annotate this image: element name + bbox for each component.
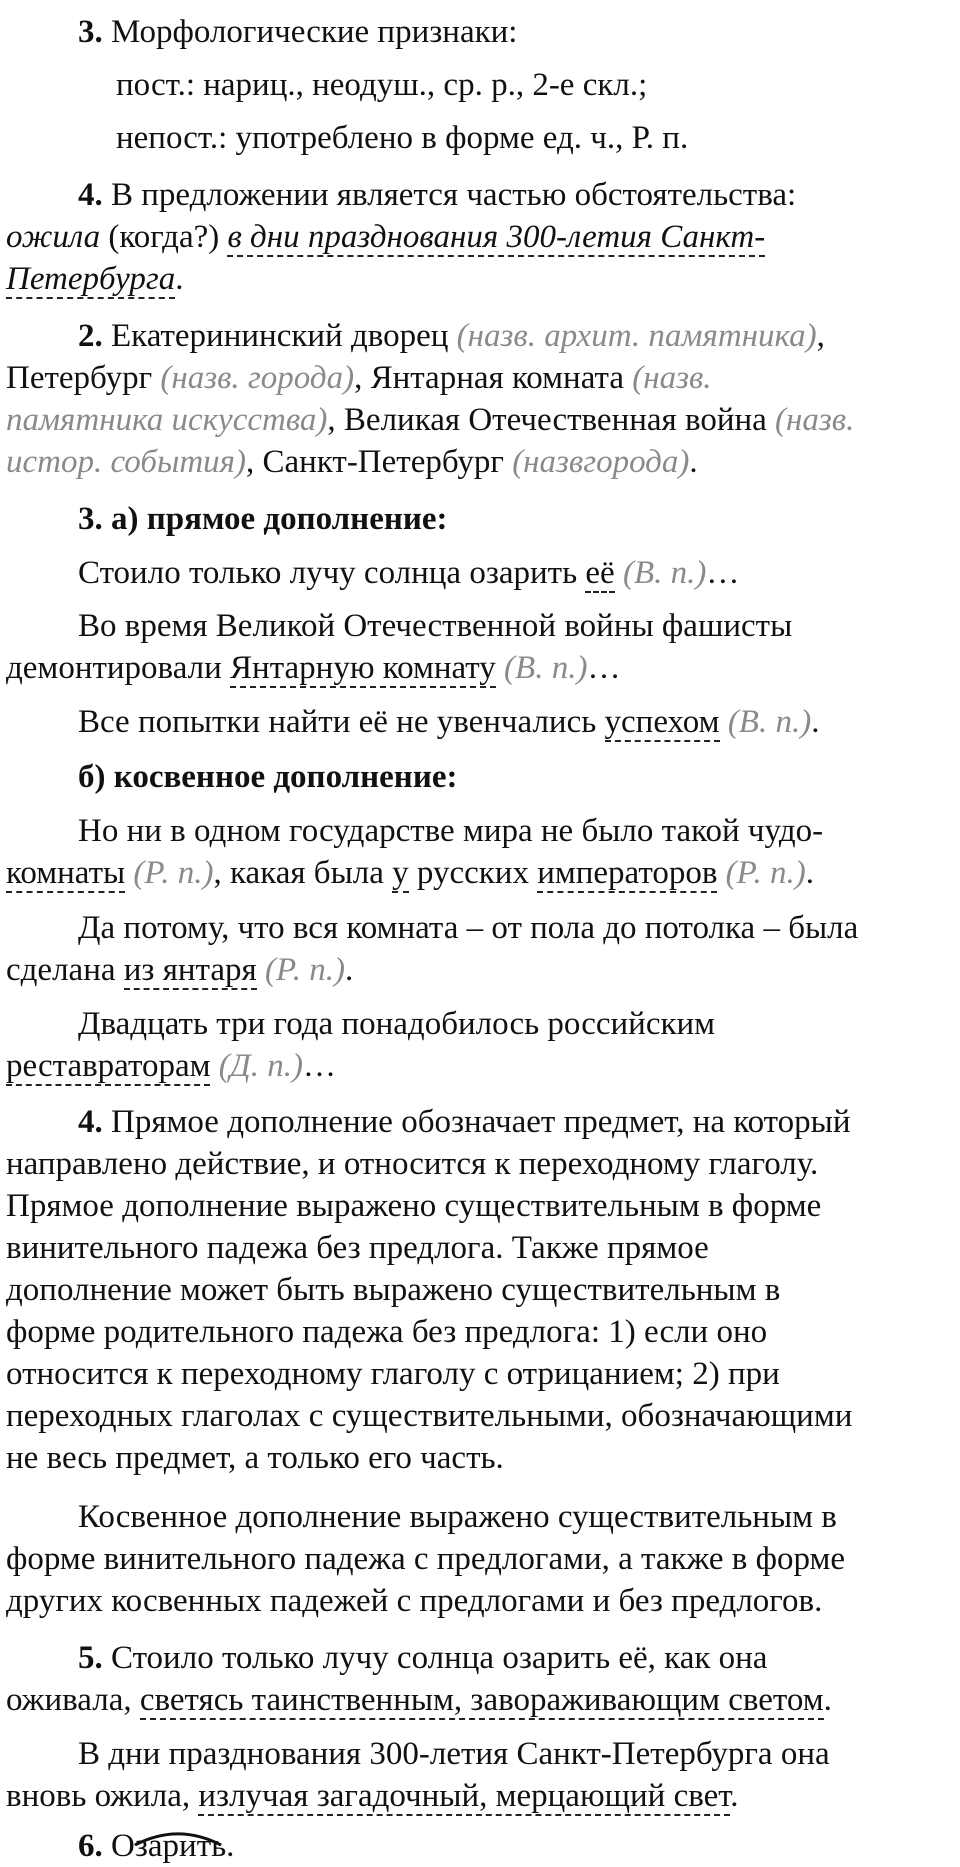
object-word: из янтаря — [123, 952, 257, 988]
participial-phrase: светясь таинственным, завораживающим светом — [139, 1682, 824, 1718]
item-number: 6. — [78, 1828, 103, 1864]
item-number: 4. — [78, 1104, 103, 1140]
participial-phrase: излучая загадочный, мерцающий свет — [198, 1778, 731, 1814]
example-text: демонтировали — [6, 650, 231, 686]
root-text: зар — [134, 1828, 180, 1864]
role-line-3 — [6, 259, 960, 299]
sentence-text: Стоило только лучу солнца озарить её, как она — [102, 1640, 768, 1676]
name-text: , Великая Отечественная война — [327, 402, 776, 438]
participial-line-3: В дни празднования 300-летия Санкт-Петербурга она — [78, 1736, 830, 1772]
example-text: Стоило только лучу солнца озарить — [78, 555, 586, 591]
circumstance-phrase: в дни празднования 300-летия Санкт- — [227, 219, 766, 255]
explanation-p2-line-1: Косвенное дополнение выражено существительным в — [78, 1499, 837, 1535]
morpheme-line — [78, 1826, 960, 1866]
root-morpheme — [135, 1826, 179, 1866]
role-lead: В предложении является частью обстоятельства: — [111, 177, 797, 213]
name-text: Петербург — [6, 360, 161, 396]
example-5-line-1: Да потому, что вся комната – от пола до потолка – была — [78, 910, 859, 946]
name-text: , Янтарная комната — [354, 360, 633, 396]
morph-header-line — [78, 12, 960, 52]
direct-object-heading: 3. а) прямое дополнение: — [78, 501, 448, 537]
participial-line-1 — [78, 1638, 960, 1678]
punct: . — [823, 1682, 832, 1718]
punct: . — [730, 1778, 739, 1814]
case-label: (В. п.) — [504, 650, 588, 686]
morph-title: Морфологические признаки: — [111, 14, 518, 50]
example-3 — [78, 702, 960, 742]
name-comment: памятника искусства) — [6, 402, 328, 438]
word-suffix: ить. — [179, 1828, 235, 1864]
name-comment: (назв. архит. памятника) — [456, 318, 817, 354]
case-label: (В. п.) — [622, 555, 707, 591]
predicate-word: ожила — [6, 219, 101, 255]
explanation-p2-line-3: других косвенных падежей с предлогами и без предлогов. — [6, 1583, 823, 1619]
name-comment: (назв. — [632, 360, 712, 396]
case-label: (Р. п.) — [133, 855, 214, 891]
name-text: , Санкт-Петербург — [245, 444, 513, 480]
punct: … — [302, 1048, 336, 1084]
object-word: её — [585, 555, 615, 591]
morph-const-line: пост.: нариц., неодуш., ср. р., 2-е скл.; — [116, 67, 648, 103]
item-number: 4. — [78, 177, 103, 213]
example-text: , какая была — [213, 855, 393, 891]
example-6-line-1: Двадцать три года понадобилось российским — [78, 1006, 716, 1042]
participial-line-2 — [6, 1680, 960, 1720]
explanation-text: Прямое дополнение обозначает предмет, на который — [102, 1104, 851, 1140]
explanation-line-3: Прямое дополнение выражено существительным в форме — [6, 1188, 822, 1224]
example-text: Все попытки найти её не увенчались — [78, 704, 605, 740]
names-line-2 — [6, 358, 960, 398]
item-number: 5. — [78, 1640, 103, 1676]
example-text: сделана — [6, 952, 124, 988]
name-comment: (назвгорода) — [512, 444, 690, 480]
case-label: (В. п.) — [727, 704, 812, 740]
object-word: Янтарную комнату — [230, 650, 496, 686]
participial-line-4 — [6, 1776, 960, 1816]
question-text: (когда?) — [100, 219, 228, 255]
case-label: (Р. п.) — [264, 952, 346, 988]
example-text: русских — [408, 855, 538, 891]
names-line-4 — [6, 442, 960, 482]
explanation-line-5: дополнение может быть выражено существительным в — [6, 1272, 781, 1308]
morph-nonconst-line: непост.: употреблено в форме ед. ч., Р. п. — [116, 120, 689, 156]
word-prefix: О — [102, 1828, 135, 1864]
object-word: реставраторам — [6, 1048, 211, 1084]
example-2-line-1: Во время Великой Отечественной войны фашисты — [78, 608, 793, 644]
explanation-line-2: направлено действие, и относится к переходному глаголу. — [6, 1146, 819, 1182]
name-comment: (назв. города) — [160, 360, 355, 396]
case-label: (Р. п.) — [725, 855, 806, 891]
example-5-line-2 — [6, 950, 960, 990]
names-line-1 — [78, 316, 960, 356]
item-number: 3. — [78, 14, 103, 50]
explanation-line-1 — [78, 1102, 960, 1142]
punct: . — [345, 952, 354, 988]
explanation-line-6: форме родительного падежа без предлога: 1) если оно — [6, 1314, 768, 1350]
punct: . — [689, 444, 698, 480]
name-text: Екатерининский дворец — [102, 318, 457, 354]
name-comment: истор. события) — [6, 444, 246, 480]
object-word: успехом — [604, 704, 720, 740]
role-line-1 — [78, 175, 960, 215]
name-comment: (назв. — [775, 402, 855, 438]
circumstance-phrase-end: Петербурга — [6, 261, 176, 297]
object-word: комнаты — [6, 855, 126, 891]
preposition-word: у — [392, 855, 409, 891]
punct: . — [811, 704, 820, 740]
names-line-3 — [6, 400, 960, 440]
root-arc-icon — [133, 1828, 223, 1846]
role-line-2 — [6, 217, 960, 257]
punct: … — [706, 555, 740, 591]
punct: … — [587, 650, 621, 686]
punct: , — [816, 318, 825, 354]
example-1 — [78, 553, 960, 593]
explanation-line-8: переходных глаголах с существительными, обозначающими — [6, 1398, 853, 1434]
item-number: 2. — [78, 318, 103, 354]
example-6-line-2 — [6, 1046, 960, 1086]
punct: . — [805, 855, 815, 891]
example-2-line-2 — [6, 648, 960, 688]
explanation-p2-line-2: форме винительного падежа с предлогами, а также в форме — [6, 1541, 846, 1577]
indirect-object-heading: б) косвенное дополнение: — [78, 759, 458, 795]
punct: . — [175, 261, 184, 297]
explanation-line-7: относится к переходному глаголу с отрицанием; 2) при — [6, 1356, 780, 1392]
object-word: императоров — [537, 855, 718, 891]
sentence-text: оживала, — [6, 1682, 140, 1718]
explanation-line-9: не весь предмет, а только его часть. — [6, 1440, 504, 1476]
explanation-line-4: винительного падежа без предлога. Также прямое — [6, 1230, 709, 1266]
sentence-text: вновь ожила, — [6, 1778, 199, 1814]
case-label: (Д. п.) — [218, 1048, 303, 1084]
example-4-line-2 — [6, 853, 960, 893]
example-4-line-1: Но ни в одном государстве мира не было такой чудо- — [78, 813, 824, 849]
